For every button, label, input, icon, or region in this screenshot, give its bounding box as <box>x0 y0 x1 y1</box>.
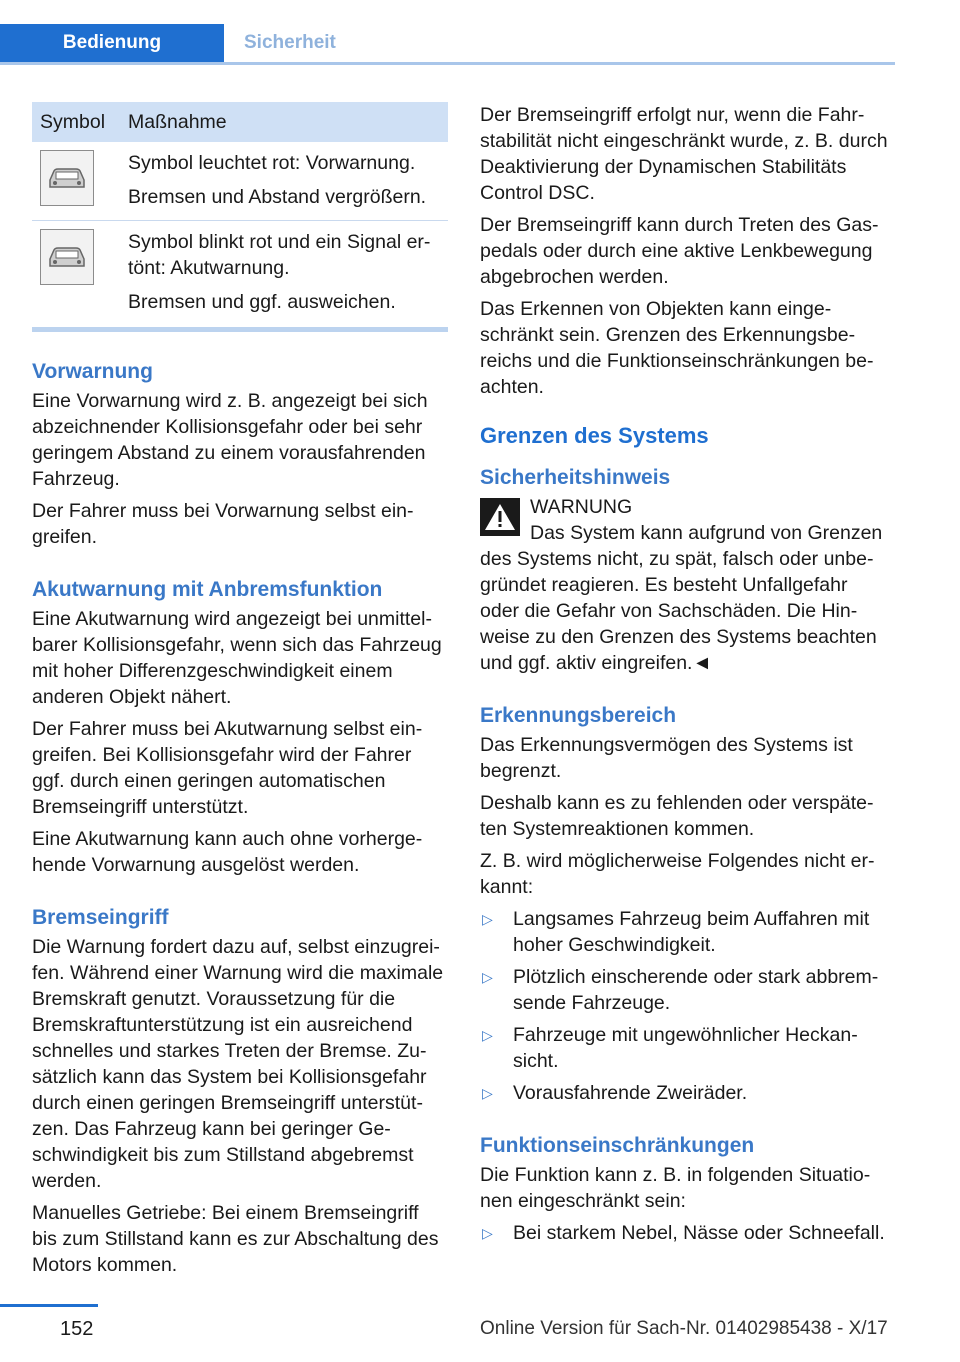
list-item: ▷ Vorausfahrende Zweiräder. <box>482 1082 748 1104</box>
heading-funktionseinschraenkungen: Funktionseinschränkungen <box>480 1134 755 1157</box>
paragraph: Das Erkennen von Objekten kann eingeschränkt sein. Grenzen des Erkennungsbereichs und die Funktionseinschränkungen beachten. <box>480 298 874 398</box>
bullet-list <box>480 906 890 1106</box>
heading-erkennungsbereich: Erkennungsbereich <box>480 704 677 727</box>
row1-line2: Bremsen und Abstand vergrößern. <box>128 186 427 208</box>
left-column <box>32 102 448 1284</box>
paragraph: Der Bremseingriff kann durch Treten des Gaspedals oder durch eine aktive Lenkbewegung abgebrochen werden. <box>480 214 879 288</box>
heading-vorwarnung: Vorwarnung <box>32 360 153 383</box>
paragraph: Das Erkennungsvermögen des Systems ist begrenzt. <box>480 734 853 782</box>
heading-grenzen: Grenzen des Systems <box>480 423 709 448</box>
warning-text: Das System kann aufgrund von Grenzen des Systems nicht, zu spät, falsch oder unbegründet reagieren. Es besteht Unfallgefahr oder die Gefahr von Sachschäden. Die Hinweise zu den Grenzen des Systems beachten und ggf. aktiv eingreifen.◄ <box>480 522 883 674</box>
row2-line2: Bremsen und ggf. ausweichen. <box>128 291 396 313</box>
paragraph: Die Warnung fordert dazu auf, selbst einzugreifen. Während einer Warnung wird die maximale Bremskraft genutzt. Voraussetzung für die Bremskraftunterstützung ist ein ausreichend schnelles und starkes Treten der Bremse. Zusätzlich kann das System bei Kollisionsgefahr durch einen geringen Bremseingriff unterstützen. Das Fahrzeug kann bei geringer Geschwindigkeit bis zum Stillstand abgebremst werden. <box>32 936 444 1192</box>
bullet-marker-icon: ▷ <box>482 1027 493 1043</box>
header-symbol: Symbol <box>32 102 120 142</box>
right-column <box>480 102 890 1256</box>
symbol-table <box>32 102 448 332</box>
tab-sicherheit[interactable]: Sicherheit <box>244 32 336 53</box>
heading-bremseingriff: Bremseingriff <box>32 906 169 929</box>
paragraph: Die Funktion kann z. B. in folgenden Situationen eingeschränkt sein: <box>480 1164 871 1212</box>
page-number: 152 <box>60 1318 94 1340</box>
paragraph: Manuelles Getriebe: Bei einem Bremseingriff bis zum Stillstand kann es zur Abschaltung des Motors kommen. <box>32 1202 439 1276</box>
bullet-marker-icon: ▷ <box>482 1085 493 1101</box>
paragraph: Deshalb kann es zu fehlenden oder verspäteten Systemreaktionen kommen. <box>480 792 874 840</box>
paragraph: Eine Vorwarnung wird z. B. angezeigt bei sich abzeichnender Kollisionsgefahr oder bei sehr geringem Abstand zu einem vorausfahrenden Fahrzeug. <box>32 390 428 490</box>
footer-rule <box>0 1304 98 1307</box>
row2-line1: Symbol blinkt rot und ein Signal ertönt: Akutwarnung. <box>128 231 431 279</box>
row1-line1: Symbol leuchtet rot: Vorwarnung. <box>128 152 416 174</box>
bullet-marker-icon: ▷ <box>482 969 493 985</box>
paragraph: Der Fahrer muss bei Akutwarnung selbst eingreifen. Bei Kollisionsgefahr wird der Fahrer ggf. durch einen geringen automatischen Bremseingriff unterstützt. <box>32 718 423 818</box>
warning-box <box>480 494 890 520</box>
list-item: ▷ Plötzlich einscherende oder stark abbremsende Fahrzeuge. <box>482 966 879 1014</box>
paragraph: Der Fahrer muss bei Vorwarnung selbst eingreifen. <box>32 500 414 548</box>
warning-title: WARNUNG <box>530 496 633 518</box>
online-version-note: Online Version für Sach-Nr. 01402985438 - X/17 <box>480 1318 888 1339</box>
car-warning-icon <box>40 150 94 206</box>
bullet-list <box>480 1220 890 1246</box>
paragraph: Eine Akutwarnung kann auch ohne vorhergehende Vorwarnung ausgelöst werden. <box>32 828 423 876</box>
table-row <box>32 142 448 221</box>
tab-bedienung[interactable]: Bedienung <box>0 24 224 62</box>
car-warning-blink-icon <box>40 229 94 285</box>
paragraph: Z. B. wird möglicherweise Folgendes nicht erkannt: <box>480 850 875 898</box>
heading-sicherheitshinweis: Sicherheitshinweis <box>480 466 671 489</box>
bullet-marker-icon: ▷ <box>482 911 493 927</box>
paragraph: Der Bremseingriff erfolgt nur, wenn die Fahrstabilität nicht eingeschränkt wurde, z. B. durch Deaktivierung der Dynamischen Stabilitäts Control DSC. <box>480 104 888 204</box>
header-action: Maßnahme <box>120 102 448 142</box>
list-item: ▷ Bei starkem Nebel, Nässe oder Schneefall. <box>482 1222 885 1244</box>
table-header <box>32 102 448 142</box>
list-item: ▷ Fahrzeuge mit ungewöhnlicher Heckansicht. <box>482 1024 858 1072</box>
heading-akutwarnung: Akutwarnung mit Anbremsfunktion <box>32 578 383 601</box>
table-row <box>32 221 448 330</box>
bullet-marker-icon: ▷ <box>482 1225 493 1241</box>
warning-triangle-icon <box>480 498 520 536</box>
paragraph: Eine Akutwarnung wird angezeigt bei unmittelbarer Kollisionsgefahr, wenn sich das Fahrzeug mit hoher Differenzgeschwindigkeit einem anderen Objekt nähert. <box>32 608 442 708</box>
list-item: ▷ Langsames Fahrzeug beim Auffahren mit hoher Geschwindigkeit. <box>482 908 870 956</box>
chapter-tabs <box>0 24 895 65</box>
